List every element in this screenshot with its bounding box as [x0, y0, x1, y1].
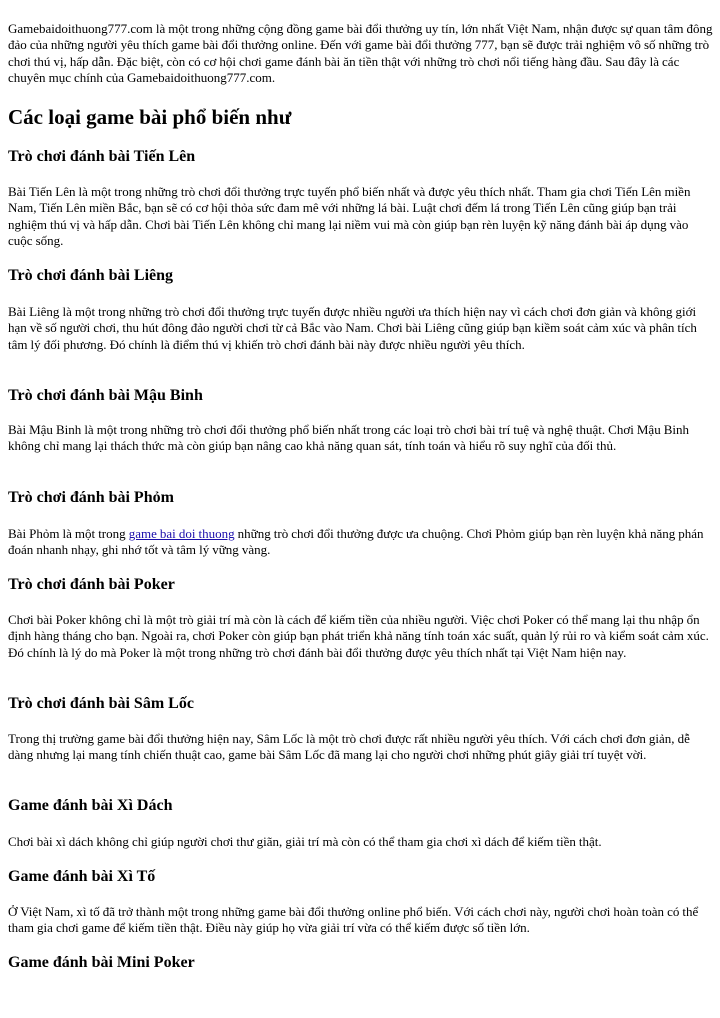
section-heading: Game đánh bài Xì Dách	[8, 797, 173, 814]
section-mau-binh-body	[8, 422, 714, 455]
section-heading: Trò chơi đánh bài Phỏm	[8, 489, 174, 506]
intro-text: Gamebaidoithuong777.com là một trong những cộng đồng game bài đổi thưởng uy tín, lớn nhất Việt Nam, nhận được sự quan tâm đông đảo của những người yêu thích game bài đổi thưởng online. Đến với game bài đổi thưởng 777, bạn sẽ được trải nghiệm vô số những trò chơi thú vị, hấp dẫn. Đặc biệt, còn có cơ hội chơi game đánh bài ăn tiền thật với những trò chơi nổi tiếng hàng đầu. Sau đây là các chuyên mục chính của Gamebaidoithuong777.com.	[8, 21, 713, 85]
section-sam-loc-body	[8, 731, 714, 764]
section-heading: Game đánh bài Mini Poker	[8, 954, 195, 971]
section-text: Bài Liêng là một trong những trò chơi đổi thưởng trực tuyến được nhiều người ưa thích hiện nay vì cách chơi đơn giản và không giới hạn về số người chơi, thu hút đông đảo người chơi từ cả Bắc vào Nam. Chơi bài Liêng cũng giúp bạn kiềm soát cảm xúc và phân tích tâm lý đối phương. Đó chính là điểm thú vị khiến trò chơi đánh bài này được nhiều người yêu thích.	[8, 304, 697, 352]
section-xi-to-body	[8, 904, 714, 937]
section-text: Bài Mậu Binh là một trong những trò chơi đổi thưởng phổ biến nhất trong các loại trò chơi bài trí tuệ và nghệ thuật. Chơi Mậu Binh không chỉ mang lại thách thức mà còn giúp bạn nâng cao khả năng quan sát, tính toán và hiểu rõ suy nghĩ của đối thủ.	[8, 422, 690, 454]
section-heading: Trò chơi đánh bài Tiến Lên	[8, 148, 196, 165]
section-text: Chơi bài xì dách không chỉ giúp người chơi thư giãn, giải trí mà còn có thể tham gia chơi xì dách để kiếm tiền thật.	[8, 834, 602, 849]
section-heading: Game đánh bài Xì Tố	[8, 868, 156, 885]
section-text: Trong thị trường game bài đổi thưởng hiện nay, Sâm Lốc là một trò chơi được rất nhiều người yêu thích. Với cách chơi đơn giản, dễ dàng nhưng lại mang tính chiến thuật cao, game bài Sâm Lốc đã mang lại cho người chơi những phút giây giải trí tuyệt vời.	[8, 731, 690, 763]
section-phom-body	[8, 526, 714, 559]
section-heading: Trò chơi đánh bài Liêng	[8, 267, 174, 284]
section-heading: Trò chơi đánh bài Sâm Lốc	[8, 695, 194, 712]
game-bai-doi-thuong-link[interactable]: game bai doi thuong	[128, 526, 235, 541]
section-xi-dach-body	[8, 834, 714, 850]
section-tien-len-body	[8, 184, 714, 249]
section-lieng-heading	[8, 266, 714, 286]
section-text: Chơi bài Poker không chỉ là một trò giải trí mà còn là cách để kiếm tiền của nhiều người. Việc chơi Poker có thể mang lại thu nhập ổn định hàng tháng cho bạn. Ngoài ra, chơi Poker còn giúp bạn phát triển khả năng tính toán xác suất, quản lý rủi ro và kiểm soát cảm xúc. Đó chính là lý do mà Poker là một trong những trò chơi đánh bài đổi thưởng được yêu thích nhất tại Việt Nam hiện nay.	[8, 612, 709, 660]
main-heading-block	[8, 104, 714, 130]
section-text-after: những trò chơi đổi thưởng được ưa chuộng. Chơi Phỏm giúp bạn rèn luyện khả năng phán đoán nhanh nhạy, ghi nhớ tốt và tâm lý vững vàng.	[8, 526, 704, 558]
section-xi-to-heading	[8, 867, 714, 887]
section-sam-loc-heading	[8, 694, 714, 714]
section-poker-body	[8, 612, 714, 661]
main-heading: Các loại game bài phổ biến như	[8, 105, 292, 129]
section-text: Bài Tiến Lên là một trong những trò chơi đổi thưởng trực tuyến phổ biến nhất và được yêu thích nhất. Tham gia chơi Tiến Lên miền Nam, Tiến Lên miền Bắc, bạn sẽ có cơ hội thỏa sức đam mê với những lá bài. Luật chơi đếm lá trong Tiến Lên cũng giúp bạn trải nghiệm thú vị và hấp dẫn. Chơi bài Tiến Lên không chỉ mang lại niềm vui mà còn giúp bạn rèn luyện kỹ năng đánh bài áp dụng vào cuộc sống.	[8, 184, 691, 248]
section-text: Ở Việt Nam, xì tố đã trở thành một trong những game bài đổi thưởng online phổ biến. Với cách chơi này, người chơi hoàn toàn có thể tham gia chơi game để kiếm tiền thật. Điều này giúp họ vừa giải trí vừa có thể kiếm được số tiền lớn.	[8, 904, 699, 936]
section-mini-poker-heading	[8, 953, 714, 973]
section-text-before: Bài Phỏm là một trong	[8, 526, 129, 541]
section-tien-len-heading	[8, 147, 714, 167]
section-poker-heading	[8, 575, 714, 595]
section-heading: Trò chơi đánh bài Mậu Binh	[8, 387, 203, 404]
section-lieng-body	[8, 304, 714, 353]
section-text	[8, 526, 714, 559]
section-mau-binh-heading	[8, 386, 714, 406]
section-phom-heading	[8, 488, 714, 508]
section-heading: Trò chơi đánh bài Poker	[8, 576, 175, 593]
intro-paragraph	[8, 21, 714, 86]
section-xi-dach-heading	[8, 796, 714, 816]
